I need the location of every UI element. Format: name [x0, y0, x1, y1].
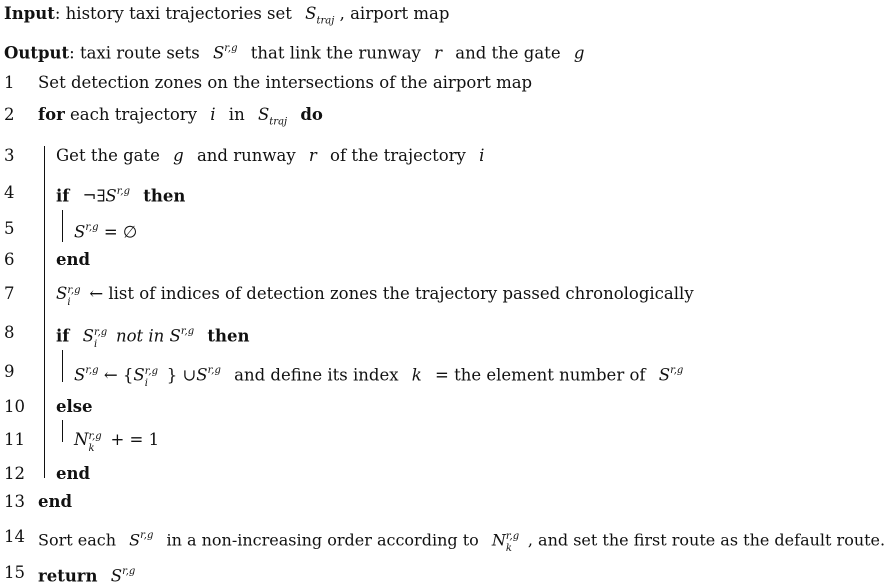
line-7 — [56, 284, 694, 308]
runway-symbol: r — [308, 146, 317, 165]
line-number: 7 — [4, 284, 15, 303]
script-stack — [144, 366, 167, 389]
line-4 — [56, 183, 185, 207]
route-set-superscript: r,g — [180, 326, 195, 337]
line-number: 4 — [4, 183, 15, 202]
not-in-operator: not in — [115, 326, 165, 346]
route-set-symbol: S — [196, 365, 208, 385]
script-stack — [67, 284, 89, 308]
trajectory-route-symbol: S — [56, 284, 68, 303]
line-9 — [74, 362, 684, 389]
keyword-if: if — [56, 186, 70, 206]
count-symbol: N — [491, 530, 506, 550]
in-word: in — [228, 105, 245, 124]
output-text-c: and the gate — [455, 43, 561, 63]
route-set-superscript: r,g — [67, 284, 81, 296]
route-set-symbol: S — [110, 566, 123, 586]
line-15 — [38, 563, 135, 587]
assign-union-open: ← { — [103, 365, 134, 385]
line-9-text: and define its index — [234, 365, 399, 385]
line-number: 8 — [4, 323, 15, 342]
line-3 — [56, 146, 484, 166]
line-7-text: ← list of indices of detection zones the trajectory passed chronologically — [89, 284, 694, 303]
route-set-symbol: S — [129, 530, 141, 550]
empty-set-assignment: = ∅ — [103, 222, 138, 242]
output-label: Output — [4, 43, 70, 63]
keyword-end: end — [56, 250, 91, 269]
runway-symbol: r — [434, 43, 442, 63]
line-9-text-b: = the element number of — [435, 365, 646, 385]
line-number: 2 — [4, 105, 15, 124]
route-set-symbol: S — [74, 222, 86, 242]
line-14-text-b: in a non-increasing order according to — [166, 530, 479, 550]
line-12 — [56, 464, 90, 484]
keyword-then: then — [143, 186, 186, 206]
script-stack — [505, 530, 528, 554]
script-stack — [93, 327, 116, 350]
if-body-bar — [62, 210, 63, 242]
line-number: 5 — [4, 219, 15, 238]
traj-subscript: traj — [269, 116, 288, 128]
keyword-return: return — [38, 566, 98, 586]
route-set-superscript: r,g — [93, 327, 108, 338]
input-text: : history taxi trajectories set — [54, 4, 292, 23]
traj-subscript: traj — [316, 15, 335, 27]
line-10 — [56, 397, 93, 417]
trajectory-index: i — [210, 105, 216, 124]
output-line — [4, 40, 584, 64]
line-2 — [38, 105, 323, 132]
keyword-end: end — [56, 464, 91, 483]
line-3-text-b: and runway — [196, 146, 296, 165]
route-set-symbol: S — [169, 326, 181, 346]
trajectory-index: i — [479, 146, 485, 165]
route-set-superscript: r,g — [144, 366, 158, 377]
keyword-end: end — [38, 492, 73, 511]
line-number: 14 — [4, 527, 25, 546]
line-number: 3 — [4, 146, 15, 165]
line-2-text: each trajectory — [70, 105, 198, 124]
not-exists-expression: ¬∃S — [82, 186, 117, 206]
index-subscript: k — [505, 542, 512, 554]
count-symbol: N — [74, 430, 89, 449]
route-set-superscript: r,g — [670, 365, 684, 376]
trajectory-route-symbol: S — [133, 365, 145, 385]
index-k: k — [411, 365, 422, 385]
keyword-for: for — [38, 105, 65, 124]
keyword-do: do — [300, 105, 323, 124]
line-number: 9 — [4, 362, 15, 381]
trajectory-subscript: i — [93, 339, 98, 350]
line-1 — [38, 73, 532, 93]
output-text-b: that link the runway — [250, 43, 421, 63]
line-14 — [38, 527, 885, 554]
traj-symbol: S — [305, 4, 317, 23]
route-set-superscript: r,g — [85, 365, 99, 376]
gate-symbol: g — [173, 146, 184, 165]
trajectory-route-symbol: S — [82, 326, 94, 346]
input-line — [4, 4, 449, 31]
script-stack — [88, 430, 110, 454]
output-text: : taxi route sets — [69, 43, 200, 63]
input-label: Input — [4, 4, 55, 23]
trajectory-subscript: i — [144, 378, 148, 389]
line-number: 15 — [4, 563, 25, 582]
line-number: 10 — [4, 397, 25, 416]
route-set-superscript: r,g — [224, 43, 238, 54]
line-number: 6 — [4, 250, 15, 269]
if-body-bar — [62, 350, 63, 382]
keyword-if: if — [56, 326, 70, 346]
gate-symbol: g — [573, 43, 585, 63]
route-set-superscript: r,g — [116, 186, 130, 197]
route-set-symbol: S — [74, 365, 86, 385]
route-set-superscript: r,g — [505, 530, 520, 542]
line-11 — [74, 430, 160, 454]
traj-symbol: S — [257, 105, 270, 124]
trajectory-subscript: i — [67, 296, 71, 308]
union-close: } ∪ — [166, 365, 197, 385]
line-number: 1 — [4, 73, 15, 92]
line-14-text: Sort each — [38, 530, 117, 550]
loop-body-bar — [44, 146, 45, 478]
input-text-b: , airport map — [339, 4, 450, 23]
line-3-text: Get the gate — [56, 146, 160, 165]
route-set-superscript: r,g — [140, 530, 154, 541]
line-1-text: Set detection zones on the intersections of the airport map — [38, 73, 533, 92]
line-number: 12 — [4, 464, 25, 483]
keyword-else: else — [56, 397, 93, 416]
route-set-symbol: S — [658, 365, 671, 385]
keyword-then: then — [207, 326, 250, 346]
route-set-superscript: r,g — [88, 430, 102, 442]
line-8 — [56, 323, 250, 350]
line-number: 11 — [4, 430, 25, 449]
line-13 — [38, 492, 72, 512]
route-set-superscript: r,g — [122, 566, 136, 577]
line-number: 13 — [4, 492, 25, 511]
route-set-symbol: S — [212, 43, 225, 63]
line-14-text-c: , and set the first route as the default route. — [527, 530, 885, 550]
index-subscript: k — [88, 442, 95, 454]
else-body-bar — [62, 420, 63, 442]
increment-expression: + = 1 — [110, 430, 160, 449]
line-5 — [74, 219, 137, 243]
route-set-superscript: r,g — [85, 222, 99, 233]
route-set-superscript: r,g — [207, 365, 221, 376]
line-3-text-c: of the trajectory — [330, 146, 466, 165]
line-6 — [56, 250, 90, 270]
